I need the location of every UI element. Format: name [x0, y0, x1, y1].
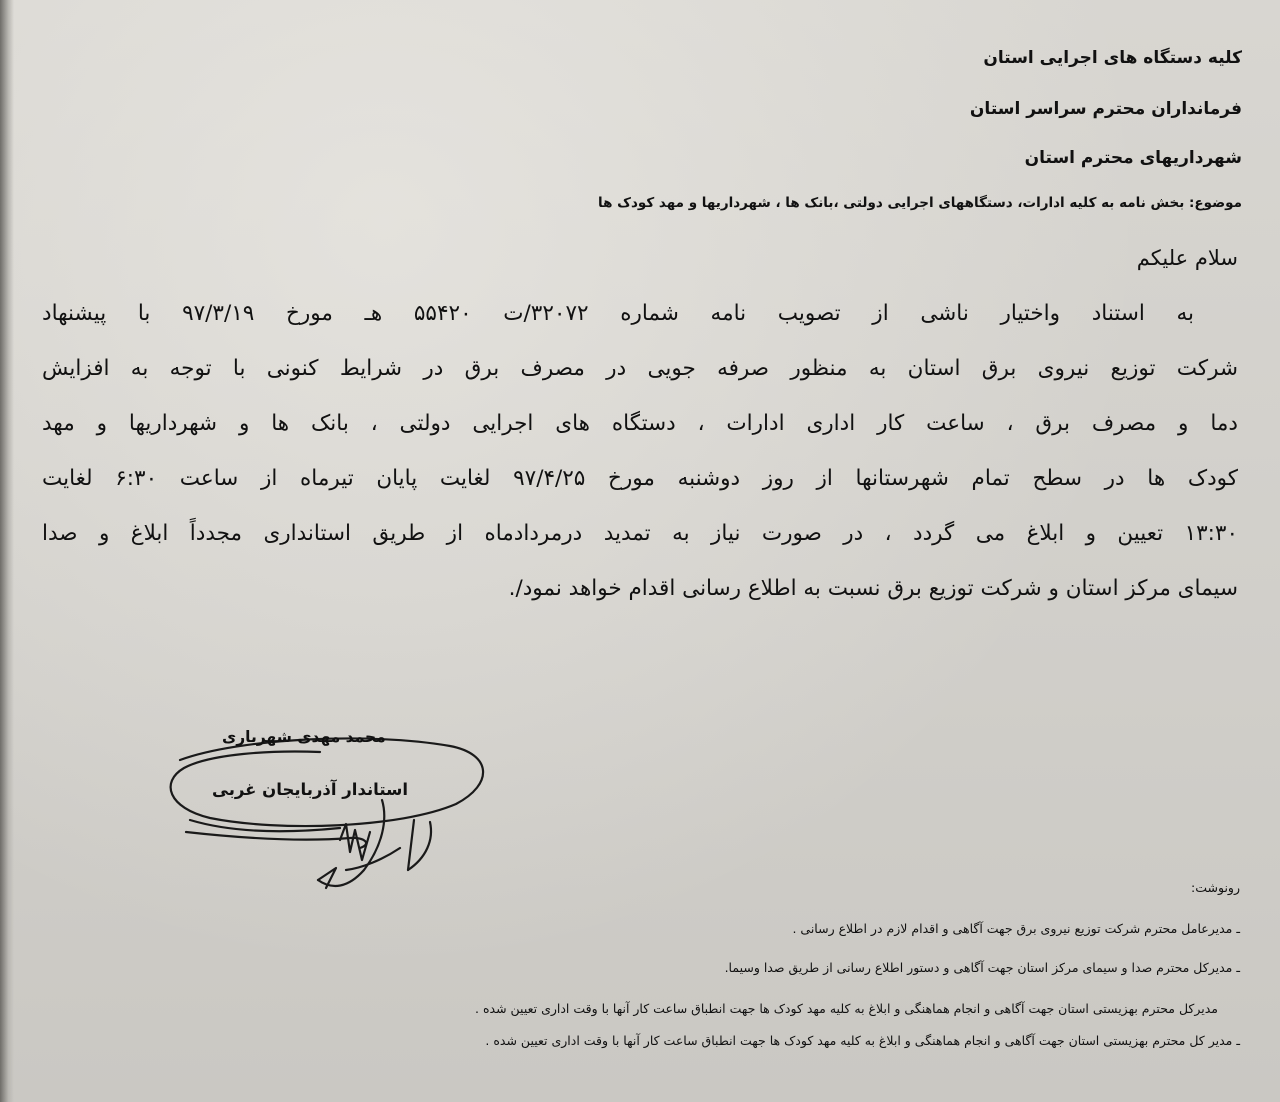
handwritten-signature	[150, 720, 510, 920]
cc-item: مدیرکل محترم بهزیستی استان جهت آگاهی و انجام هماهنگی و ابلاغ به کلیه مهد کودک ها جهت انطباق ساعت کار آنها با وقت اداری تعیین شده .	[475, 1001, 1218, 1016]
cc-label: رونوشت:	[1191, 880, 1240, 895]
photo-edge-shadow	[0, 0, 14, 1102]
greeting: سلام علیکم	[1136, 246, 1238, 270]
cc-item: ـ مدیر کل محترم بهزیستی استان جهت آگاهی و انجام هماهنگی و ابلاغ به کلیه مهد کودک ها جهت انطباق ساعت کار آنها با وقت اداری تعیین شده .	[485, 1033, 1240, 1048]
signatory-title: استاندار آذربایجان غربی	[212, 780, 408, 799]
signatory-name: محمد مهدی شهریاری	[222, 728, 386, 746]
recipient-municipalities: شهرداریهای محترم استان	[1024, 148, 1242, 168]
body-line: دما و مصرف برق ، ساعت کار اداری ادارات ، دستگاه های اجرایی دولتی ، بانک ها و شهرداریها و مهد	[42, 411, 1238, 436]
body-line: ۱۳:۳۰ تعیین و ابلاغ می گردد ، در صورت نیاز به تمدید درمردادماه از طریق استانداری مجدداً ابلاغ و صدا	[42, 521, 1238, 546]
cc-item: ـ مدیرکل محترم صدا و سیمای مرکز استان جهت آگاهی و دستور اطلاع رسانی از طریق صدا وسیما.	[724, 960, 1240, 975]
recipient-governors: فرمانداران محترم سراسر استان	[969, 99, 1242, 119]
body-line: شرکت توزیع نیروی برق استان به منظور صرفه جویی در مصرف برق در شرایط کنونی با توجه به افزایش	[42, 356, 1238, 381]
recipient-executive-agencies: کلیه دستگاه های اجرایی استان	[983, 48, 1242, 68]
body-line: کودک ها در سطح تمام شهرستانها از روز دوشنبه مورخ ۹۷/۴/۲۵ لغایت پایان تیرماه از ساعت ۶:۳۰ لغایت	[42, 466, 1238, 491]
letter-subject: موضوع: بخش نامه به کلیه ادارات، دستگاههای اجرایی دولتی ،بانک ها ، شهرداریها و مهد کودک ها	[598, 195, 1242, 211]
letter-body	[42, 286, 1238, 616]
body-line: به استناد واختیار ناشی از تصویب نامه شماره ۳۲۰۷۲/ت ۵۵۴۲۰ هـ مورخ ۹۷/۳/۱۹ با پیشنهاد	[42, 301, 1194, 326]
body-line: سیمای مرکز استان و شرکت توزیع برق نسبت به اطلاع رسانی اقدام خواهد نمود/.	[508, 576, 1238, 601]
cc-item: ـ مدیرعامل محترم شرکت توزیع نیروی برق جهت آگاهی و اقدام لازم در اطلاع رسانی .	[792, 921, 1240, 936]
